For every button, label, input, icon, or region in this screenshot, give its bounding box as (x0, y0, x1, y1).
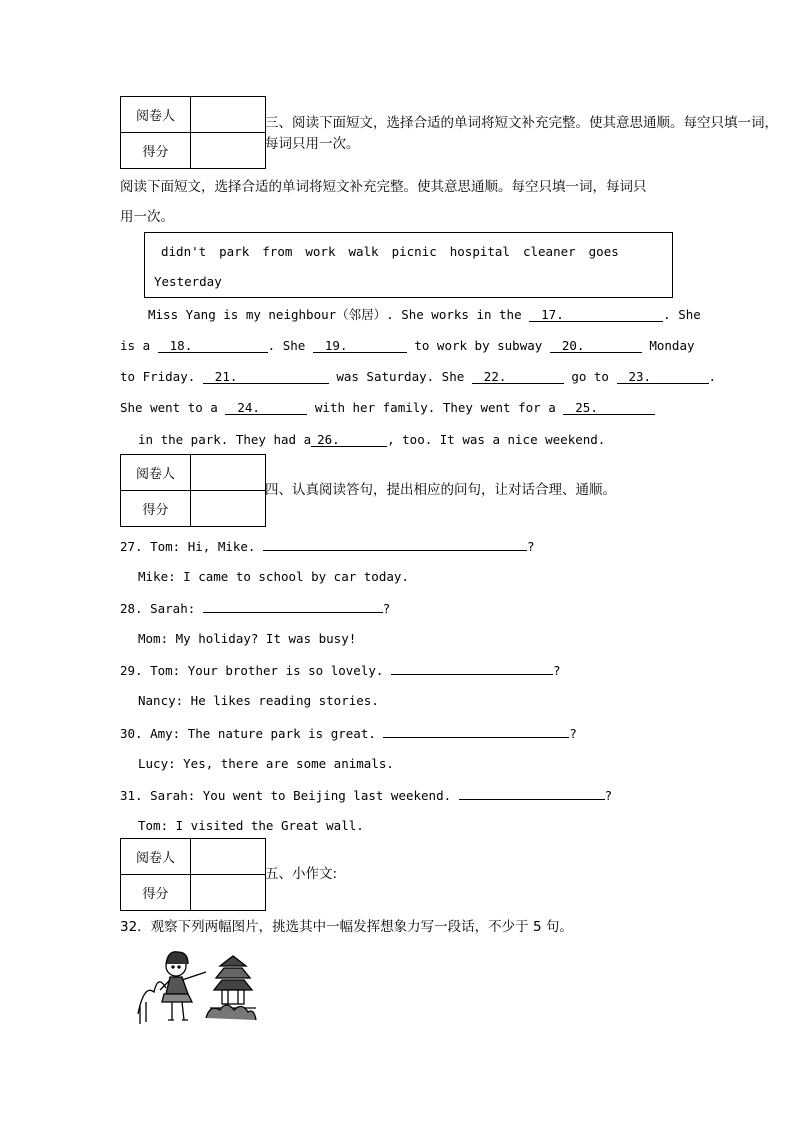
score-label: 得分 (121, 491, 191, 527)
score-field[interactable] (191, 875, 266, 911)
passage-text: She went to a (120, 400, 218, 415)
grading-box-section4 (120, 454, 266, 527)
answer-29: Nancy: He likes reading stories. (138, 693, 379, 708)
writing-prompt: 32．观察下列两幅图片，挑选其中一幅发挥想象力写一段话，不少于 5 句。 (120, 919, 573, 935)
passage-text: is a (120, 338, 151, 353)
passage-text: was Saturday. She (336, 369, 465, 384)
word-bank-item: cleaner (522, 244, 576, 259)
blank-26[interactable]: 26. (311, 432, 387, 447)
word-bank-item: didn't (161, 244, 207, 259)
question-29: 29. Tom: Your brother is so lovely. ? (120, 660, 560, 679)
question-30: 30. Amy: The nature park is great. ? (120, 723, 577, 742)
reviewer-field[interactable] (191, 97, 266, 133)
passage-line-2 (120, 338, 695, 354)
blank-20[interactable]: 20. (550, 338, 642, 353)
word-bank-item: picnic (391, 244, 437, 259)
passage-text: with her family. They went for a (314, 400, 556, 415)
section4-heading: 四、认真阅读答句，提出相应的问句，让对话合理、通顺。 (265, 482, 616, 498)
section3-instruction-line2: 用一次。 (120, 209, 174, 225)
passage-text: to work by subway (414, 338, 543, 353)
question-28: 28. Sarah: ? (120, 598, 390, 617)
passage-text: in the park. They had a (138, 432, 312, 447)
section3-heading-line1: 三、阅读下面短文，选择合适的单词将短文补充完整。使其意思通顺。每空只填一词， (265, 115, 778, 131)
word-bank-item: hospital (449, 244, 510, 259)
passage-text: , too. It was a nice weekend. (387, 432, 606, 447)
score-label: 得分 (121, 875, 191, 911)
illustration-girl-pagoda (136, 944, 258, 1028)
blank-21[interactable]: 21. (203, 369, 329, 384)
passage-text: Miss Yang is my neighbour（邻居）. She works in the (148, 307, 522, 322)
question-27: 27. Tom: Hi, Mike. ? (120, 536, 535, 555)
score-field[interactable] (191, 133, 266, 169)
answer-blank-27[interactable] (263, 536, 527, 551)
grading-box-section3 (120, 96, 266, 169)
passage-text: Monday (649, 338, 695, 353)
reviewer-label: 阅卷人 (121, 839, 191, 875)
answer-blank-29[interactable] (391, 660, 553, 675)
reviewer-label: 阅卷人 (121, 455, 191, 491)
word-bank-item: walk (348, 244, 379, 259)
word-bank-item: work (305, 244, 336, 259)
reviewer-field[interactable] (191, 839, 266, 875)
blank-19[interactable]: 19. (313, 338, 407, 353)
word-bank-item: Yesterday (154, 274, 222, 289)
answer-blank-30[interactable] (383, 723, 569, 738)
passage-line-5 (138, 432, 605, 448)
passage-text: to Friday. (120, 369, 196, 384)
blank-22[interactable]: 22. (472, 369, 564, 384)
answer-28: Mom: My holiday? It was busy! (138, 631, 357, 646)
score-field[interactable] (191, 491, 266, 527)
section5-heading: 五、小作文: (265, 866, 338, 882)
passage-text: . She (267, 338, 306, 353)
word-bank-item: park (219, 244, 250, 259)
blank-23[interactable]: 23. (617, 369, 709, 384)
reviewer-label: 阅卷人 (121, 97, 191, 133)
grading-box-section5 (120, 838, 266, 911)
word-bank-item: goes (588, 244, 619, 259)
word-bank-row (161, 244, 632, 259)
blank-25[interactable]: 25. (563, 400, 655, 415)
blank-18[interactable]: 18. (158, 338, 268, 353)
answer-27: Mike: I came to school by car today. (138, 569, 409, 584)
word-bank-item: from (262, 244, 293, 259)
passage-text: . She (663, 307, 701, 322)
passage-line-4 (120, 400, 655, 416)
section3-instruction-line1: 阅读下面短文，选择合适的单词将短文补充完整。使其意思通顺。每空只填一词，每词只 (120, 179, 647, 195)
passage-text: go to (571, 369, 609, 384)
score-label: 得分 (121, 133, 191, 169)
section3-heading-line2: 每词只用一次。 (265, 136, 360, 152)
passage-line-1 (148, 307, 701, 323)
passage-text: . (708, 369, 717, 384)
blank-17[interactable]: 17. (529, 307, 663, 322)
word-bank-box (144, 232, 673, 298)
answer-31: Tom: I visited the Great wall. (138, 818, 364, 833)
blank-24[interactable]: 24. (225, 400, 307, 415)
reviewer-field[interactable] (191, 455, 266, 491)
question-31: 31. Sarah: You went to Beijing last weekend. ? (120, 785, 612, 804)
answer-blank-28[interactable] (203, 598, 383, 613)
answer-30: Lucy: Yes, there are some animals. (138, 756, 394, 771)
passage-line-3 (120, 369, 716, 385)
answer-blank-31[interactable] (459, 785, 605, 800)
